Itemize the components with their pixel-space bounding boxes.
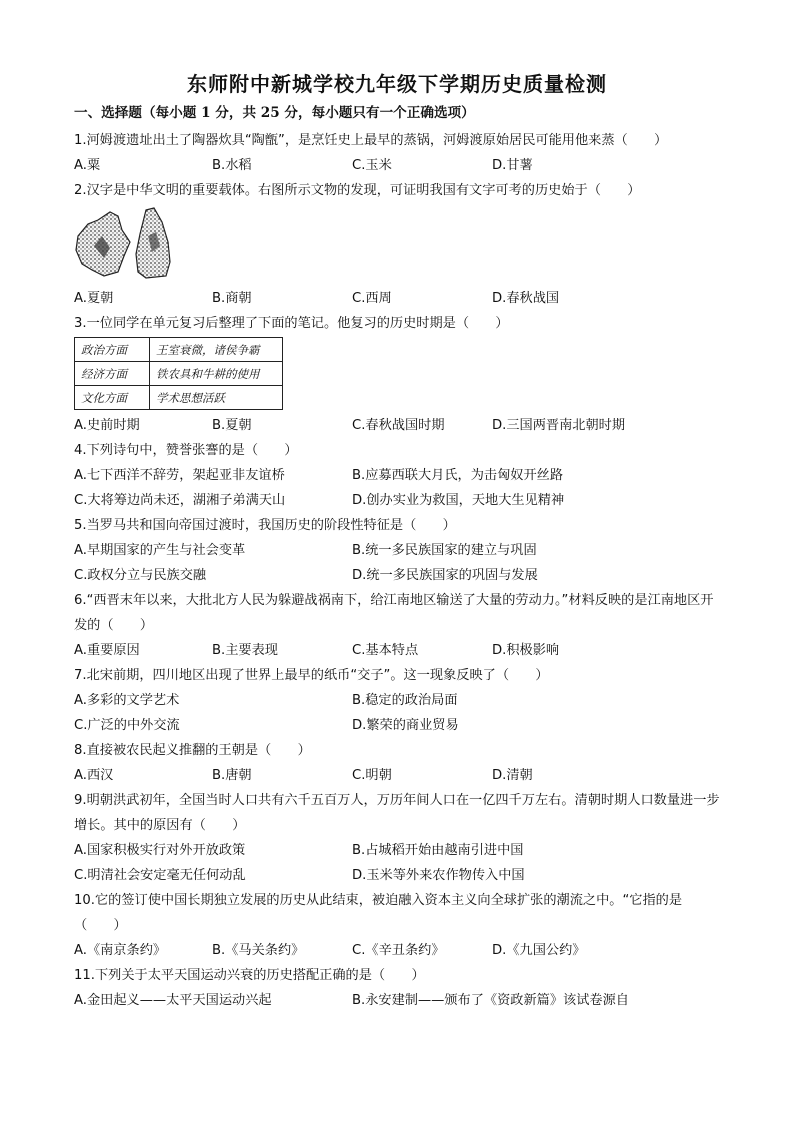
question-1-stem: 1.河姆渡遗址出土了陶器炊具“陶甑”，是烹饪史上最早的蒸锅，河姆渡原始居民可能用他来蒸（ ） [74,133,668,148]
q6-option-d[interactable]: D.积极影响 [492,643,560,658]
question-5-stem: 5.当罗马共和国向帝国过渡时，我国历史的阶段性特征是（ ） [74,518,456,533]
q2-option-b[interactable]: B.商朝 [212,291,252,306]
q10-option-a[interactable]: A.《南京条约》 [74,943,167,958]
q5-option-b[interactable]: B.统一多民族国家的建立与巩固 [352,543,537,558]
q6-option-c[interactable]: C.基本特点 [352,643,419,658]
q9-option-a[interactable]: A.国家积极实行对外开放政策 [74,843,246,858]
q4-option-c[interactable]: C.大将筹边尚未还，湖湘子弟满天山 [74,493,286,508]
q4-option-d[interactable]: D.创办实业为救国，天地大生见精神 [352,493,565,508]
q3-option-a[interactable]: A.史前时期 [74,418,140,433]
q8-option-a[interactable]: A.西汉 [74,768,114,783]
oracle-bone-figure [74,206,174,280]
q7-option-d[interactable]: D.繁荣的商业贸易 [352,718,459,733]
table-row [75,338,283,362]
question-8-stem: 8.直接被农民起义推翻的王朝是（ ） [74,743,311,758]
q6-option-a[interactable]: A.重要原因 [74,643,140,658]
question-10-stem: 10.它的签订使中国长期独立发展的历史从此结束，被迫融入资本主义向全球扩张的潮流之中。“它指的是（ ） [74,893,683,933]
notes-content-cell: 铁农具和牛耕的使用 [150,362,283,386]
q11-option-b[interactable]: B.永安建制——颁布了《资政新篇》该试卷源自 [352,993,629,1008]
q7-option-c[interactable]: C.广泛的中外交流 [74,718,180,733]
q8-option-b[interactable]: B.唐朝 [212,768,252,783]
notes-content-cell: 王室衰微，诸侯争霸 [150,338,283,362]
question-4-stem: 4.下列诗句中，赞誉张謇的是（ ） [74,443,298,458]
q3-option-d[interactable]: D.三国两晋南北朝时期 [492,418,626,433]
q4-option-a[interactable]: A.七下西洋不辞劳，架起亚非友谊桥 [74,468,285,483]
table-row [75,386,283,410]
q2-option-c[interactable]: C.西周 [352,291,392,306]
q8-option-c[interactable]: C.明朝 [352,768,392,783]
question-3-stem: 3.一位同学在单元复习后整理了下面的笔记。他复习的历史时期是（ ） [74,316,509,331]
study-notes-table [74,337,283,410]
table-row [75,362,283,386]
q3-option-c[interactable]: C.春秋战国时期 [352,418,445,433]
q1-option-c[interactable]: C.玉米 [352,158,392,173]
notes-content-cell: 学术思想活跃 [150,386,283,410]
q9-option-d[interactable]: D.玉米等外来农作物传入中国 [352,868,525,883]
question-11-stem: 11.下列关于太平天国运动兴衰的历史搭配正确的是（ ） [74,968,425,983]
q7-option-b[interactable]: B.稳定的政治局面 [352,693,458,708]
q1-option-b[interactable]: B.水稻 [212,158,252,173]
question-9-stem: 9.明朝洪武初年，全国当时人口共有六千五百万人，万历年间人口在一亿四千万左右。清朝时期人口数量进一步增长。其中的原因有（ ） [74,793,720,833]
question-6-stem: 6.“西晋末年以来，大批北方人民为躲避战祸南下，给江南地区输送了大量的劳动力。”材料反映的是江南地区开发的（ ） [74,593,714,633]
q4-option-b[interactable]: B.应募西联大月氏，为击匈奴开丝路 [352,468,564,483]
q1-option-d[interactable]: D.甘薯 [492,158,533,173]
section-heading: 一、选择题（每小题 1 分，共 25 分，每小题只有一个正确选项） [74,105,475,121]
q8-option-d[interactable]: D.清朝 [492,768,533,783]
question-2-stem: 2.汉字是中华文明的重要载体。右图所示文物的发现，可证明我国有文字可考的历史始于（ ） [74,183,641,198]
notes-aspect-cell: 文化方面 [75,386,150,410]
q9-option-c[interactable]: C.明清社会安定毫无任何动乱 [74,868,246,883]
q5-option-c[interactable]: C.政权分立与民族交融 [74,568,207,583]
exam-title: 东师附中新城学校九年级下学期历史质量检测 [187,72,607,96]
q11-option-a[interactable]: A.金田起义——太平天国运动兴起 [74,993,272,1008]
question-7-stem: 7.北宋前期，四川地区出现了世界上最早的纸币“交子”。这一现象反映了（ ） [74,668,549,683]
q2-option-a[interactable]: A.夏朝 [74,291,114,306]
q6-option-b[interactable]: B.主要表现 [212,643,278,658]
q10-option-c[interactable]: C.《辛丑条约》 [352,943,445,958]
q9-option-b[interactable]: B.占城稻开始由越南引进中国 [352,843,524,858]
q10-option-b[interactable]: B.《马关条约》 [212,943,305,958]
q1-option-a[interactable]: A.粟 [74,158,101,173]
notes-aspect-cell: 经济方面 [75,362,150,386]
q10-option-d[interactable]: D.《九国公约》 [492,943,586,958]
q5-option-d[interactable]: D.统一多民族国家的巩固与发展 [352,568,538,583]
q5-option-a[interactable]: A.早期国家的产生与社会变革 [74,543,246,558]
q2-option-d[interactable]: D.春秋战国 [492,291,560,306]
q3-option-b[interactable]: B.夏朝 [212,418,252,433]
notes-aspect-cell: 政治方面 [75,338,150,362]
q7-option-a[interactable]: A.多彩的文学艺术 [74,693,180,708]
